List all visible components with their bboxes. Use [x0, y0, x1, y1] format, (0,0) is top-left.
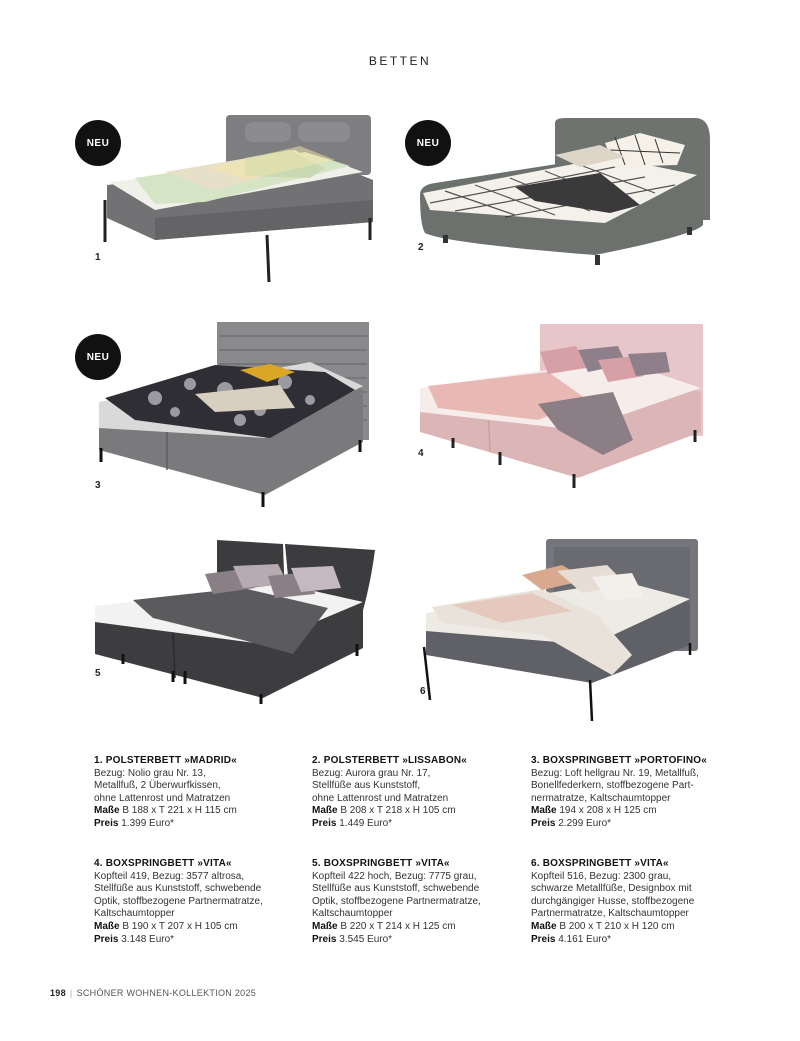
item-number-6: 6	[420, 686, 426, 697]
product-dimensions: Maße 194 x 208 x H 125 cm	[531, 805, 657, 817]
bed-image-5	[93, 536, 383, 708]
item-number-5: 5	[95, 668, 101, 679]
product-title: 1. POLSTERBETT »MADRID«	[94, 755, 237, 766]
product-detail-line: Bezug: Loft hellgrau Nr. 19, Metallfuß,	[531, 767, 699, 779]
item-number-4: 4	[418, 448, 424, 459]
item-number-2: 2	[418, 242, 424, 253]
product-dimensions: Maße B 208 x T 218 x H 105 cm	[312, 805, 456, 817]
product-dimensions: Maße B 188 x T 221 x H 115 cm	[94, 805, 237, 817]
product-detail-line: ohne Lattenrost und Matratzen	[312, 792, 449, 804]
product-description-6	[531, 858, 761, 946]
product-detail-line: Metallfuß, 2 Überwurfkissen,	[94, 780, 221, 792]
product-price: Preis 1.449 Euro*	[312, 817, 393, 829]
product-detail-line: Kaltschaumtopper	[312, 908, 393, 920]
new-badge-1: NEU	[75, 120, 121, 166]
product-detail-line: Bonellfederkern, stoffbezogene Part-	[531, 780, 694, 792]
section-title: BETTEN	[368, 54, 432, 68]
product-detail-line: ohne Lattenrost und Matratzen	[94, 792, 231, 804]
product-description-2	[312, 755, 542, 831]
product-detail-line: schwarze Metallfüße, Designbox mit	[531, 883, 692, 895]
product-detail-line: Stellfüße aus Kunststoff, schwebende	[94, 883, 262, 895]
product-detail-line: nermatratze, Kaltschaumtopper	[531, 792, 671, 804]
product-description-1	[94, 755, 324, 831]
page-number: 198	[50, 988, 66, 998]
product-description-5	[312, 858, 542, 946]
product-detail-line: Optik, stoffbezogene Partnermatratze,	[312, 895, 481, 907]
product-detail-line: Optik, stoffbezogene Partnermatratze,	[94, 895, 263, 907]
product-detail-line: durchgängiger Husse, stoffbezogene	[531, 895, 695, 907]
product-price: Preis 1.399 Euro*	[94, 817, 175, 829]
product-detail-line: Stellfüße aus Kunststoff,	[312, 780, 421, 792]
bed-image-2	[415, 115, 715, 277]
product-dimensions: Maße B 220 x T 214 x H 125 cm	[312, 920, 456, 932]
product-detail-line: Partnermatratze, Kaltschaumtopper	[531, 908, 689, 920]
product-price: Preis 3.148 Euro*	[94, 933, 175, 945]
new-badge-2: NEU	[405, 120, 451, 166]
page-footer	[50, 988, 256, 998]
new-badge-3: NEU	[75, 334, 121, 380]
footer-separator: |	[69, 988, 73, 998]
product-detail-line: Stellfüße aus Kunststoff, schwebende	[312, 883, 480, 895]
product-description-4	[94, 858, 324, 946]
product-price: Preis 2.299 Euro*	[531, 817, 612, 829]
product-title: 2. POLSTERBETT »LISSABON«	[312, 755, 468, 766]
product-price: Preis 3.545 Euro*	[312, 933, 393, 945]
product-dimensions: Maße B 190 x T 207 x H 105 cm	[94, 920, 238, 932]
product-price: Preis 4.161 Euro*	[531, 933, 612, 945]
item-number-3: 3	[95, 480, 101, 491]
bed-image-1	[95, 110, 385, 285]
product-dimensions: Maße B 200 x T 210 x H 120 cm	[531, 920, 675, 932]
product-detail-line: Kopfteil 422 hoch, Bezug: 7775 grau,	[312, 870, 477, 882]
bed-image-6	[422, 535, 702, 725]
bed-image-4	[418, 320, 708, 490]
product-detail-line: Kopfteil 419, Bezug: 3577 altrosa,	[94, 870, 245, 882]
product-title: 5. BOXSPRINGBETT »VITA«	[312, 858, 450, 869]
product-detail-line: Bezug: Aurora grau Nr. 17,	[312, 767, 431, 779]
footer-text: SCHÖNER WOHNEN-KOLLEKTION 2025	[76, 988, 257, 998]
product-title: 6. BOXSPRINGBETT »VITA«	[531, 858, 669, 869]
product-description-3	[531, 755, 761, 831]
product-title: 4. BOXSPRINGBETT »VITA«	[94, 858, 232, 869]
product-title: 3. BOXSPRINGBETT »PORTOFINO«	[531, 755, 708, 766]
product-detail-line: Bezug: Nolio grau Nr. 13,	[94, 767, 206, 779]
bed-image-3	[95, 320, 375, 510]
product-detail-line: Kaltschaumtopper	[94, 908, 175, 920]
item-number-1: 1	[95, 252, 101, 263]
product-detail-line: Kopfteil 516, Bezug: 2300 grau,	[531, 870, 672, 882]
